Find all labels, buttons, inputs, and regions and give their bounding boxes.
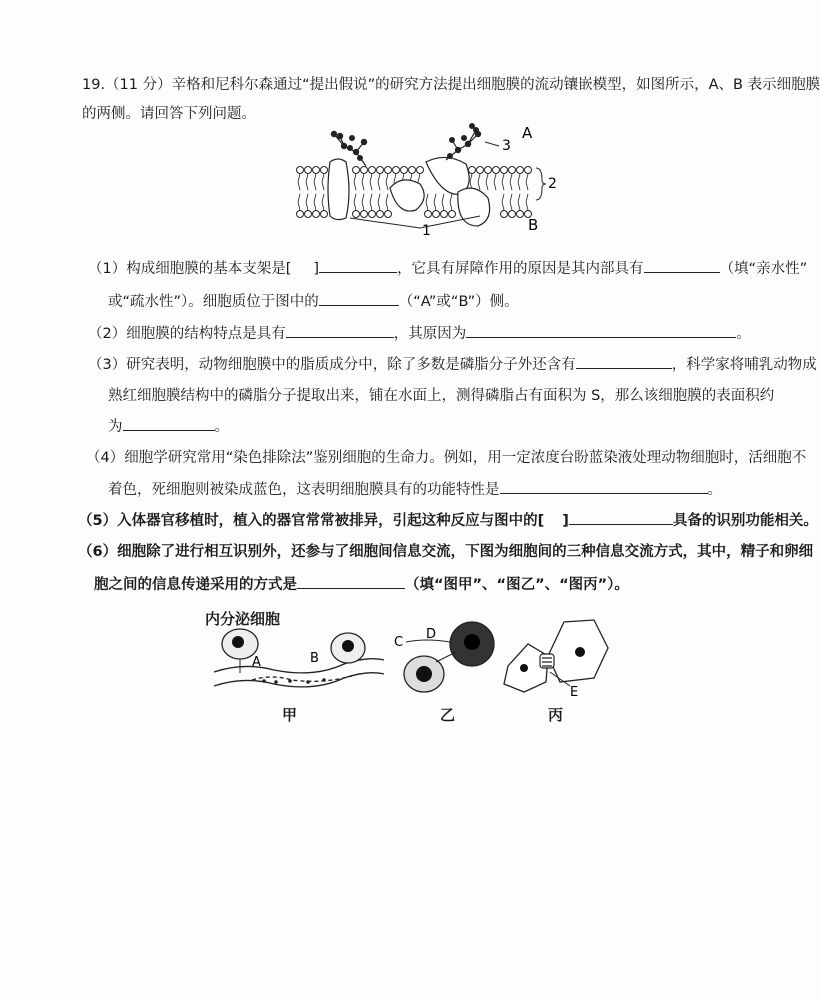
brace-2: [536, 168, 546, 200]
answer-blank-2b[interactable]: [466, 323, 736, 338]
part4-line1: （4）细胞学研究常用“染色排除法”鉴别细胞的生命力。例如，用一定浓度台盼蓝染液处理动物细胞时，活细胞不: [86, 450, 807, 466]
part1-line1: （1）构成细胞膜的基本支架是[ ] ，它具有屏障作用的原因是其内部具有 （填“亲水性”: [88, 258, 807, 279]
pointer-3: [485, 142, 499, 146]
part6-line1: （6）细胞除了进行相互识别外，还参与了细胞间信息交流，下图为细胞间的三种信息交流方式，其中，精子和卵细: [78, 544, 814, 560]
figure-bing: [498, 614, 618, 704]
answer-blank-1a[interactable]: [319, 258, 397, 273]
label-A: A: [522, 124, 533, 142]
membrane-model-figure: [290, 118, 560, 238]
vessel-bottom: [214, 673, 384, 687]
question-intro-line2: 的两侧。请回答下列问题。: [82, 106, 256, 122]
part5-line: （5）入体器官移植时，植入的器官常常被排异，引起这种反应与图中的[ ] 具备的识别功能相关。: [78, 510, 818, 531]
target-cell-jia: [331, 633, 365, 663]
part3-line3: 为 。: [108, 416, 229, 437]
label-1: 1: [422, 223, 431, 239]
pointer-1: [350, 216, 480, 228]
caption-jia: 甲: [282, 706, 298, 724]
part6-line2: 胞之间的信息传递采用的方式是 （填“图甲”、“图乙”、“图丙”）。: [94, 574, 629, 595]
answer-blank-3b[interactable]: [123, 416, 215, 431]
part1-line2: 或“疏水性”）。细胞质位于图中的 （“A”或“B”）侧。: [108, 291, 519, 312]
label-B: B: [528, 216, 539, 234]
caption-yi: 乙: [440, 706, 456, 724]
plasmodesma: [540, 654, 554, 668]
label-A-jia: A: [252, 655, 261, 670]
label-3: 3: [502, 138, 511, 154]
part2-line: （2）细胞膜的结构特点是具有 ，其原因为 。: [88, 323, 751, 344]
part4-line2: 着色，死细胞则被染成蓝色，这表明细胞膜具有的功能特性是 。: [108, 479, 722, 500]
cell-D: [450, 622, 494, 666]
answer-blank-2a[interactable]: [286, 323, 394, 338]
label-E: E: [570, 685, 579, 700]
label-B-jia: B: [310, 651, 319, 666]
answer-blank-1b[interactable]: [644, 258, 720, 273]
answer-blank-5[interactable]: [569, 510, 673, 525]
part3-line2: 熟红细胞膜结构中的磷脂分子提取出来，铺在水面上，测得磷脂占有面积为 S，那么该细胞膜的表面积约: [108, 388, 775, 404]
figure-yi: [392, 618, 502, 698]
question-intro-line1: 19.（11 分）辛格和尼科尔森通过“提出假说”的研究方法提出细胞膜的流动镶嵌模型，如图所示，A、B 表示细胞膜: [82, 77, 820, 93]
label-D: D: [426, 627, 437, 642]
figure-jia: [212, 628, 392, 698]
label-2: 2: [548, 176, 557, 192]
answer-blank-6[interactable]: [297, 574, 405, 589]
answer-blank-3a[interactable]: [576, 354, 672, 369]
label-C: C: [394, 635, 404, 650]
answer-blank-1c[interactable]: [319, 291, 399, 306]
part3-line1: （3）研究表明，动物细胞膜中的脂质成分中，除了多数是磷脂分子外还含有 ，科学家将哺乳动物成: [88, 354, 817, 375]
caption-bing: 丙: [548, 706, 564, 724]
endocrine-cell-label: 内分泌细胞: [205, 610, 281, 628]
answer-blank-4[interactable]: [500, 479, 708, 494]
